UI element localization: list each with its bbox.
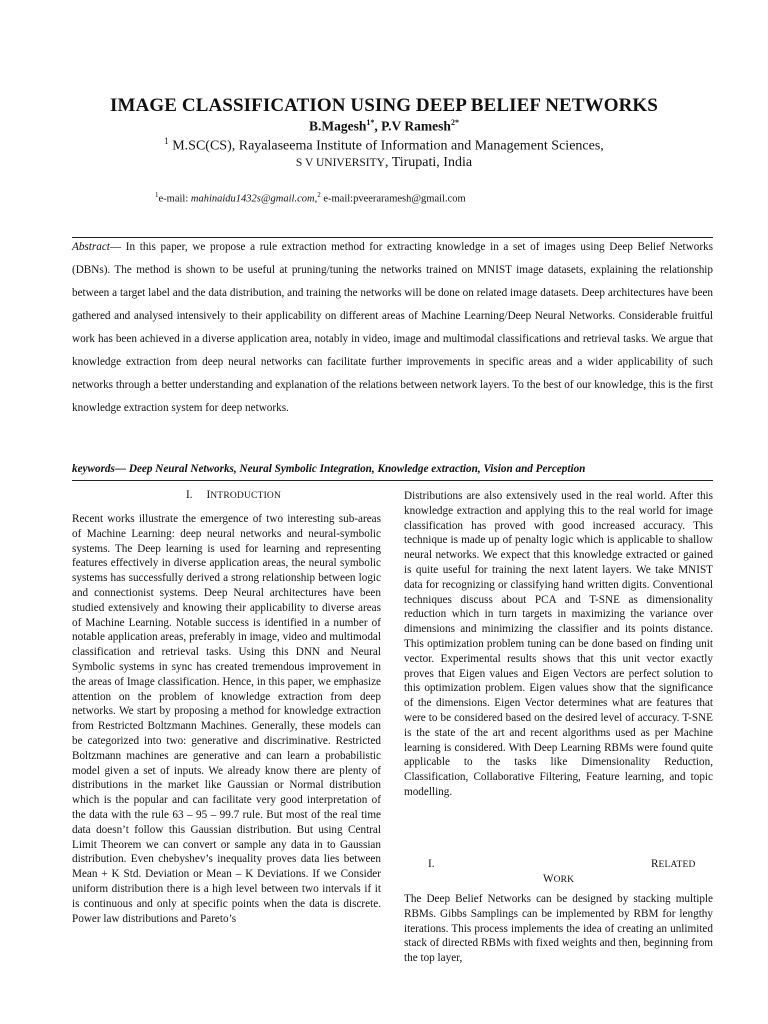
section-heading-related: [651, 858, 696, 870]
abstract-dash: —: [109, 241, 126, 253]
introduction-text: Recent works illustrate the emergence of two interesting sub-areas of Machine Learning: deep neural networks and neural-symbolic systems. The Deep learning is used for learning and representing features effectively in diverse application areas, the neural symbolic systems has successfully derived a strong relationship between logic and connectionist systems. Deep Neural architectures have been studied extensively and knowing their applicability to diverse areas of Machine Learning. Notable success is identified in a number of notable application areas, preferably in image, video and multimodal classification and retrieval tasks. Using this DNN and Neural Symbolic systems in sync has created tremendous improvement in the areas of Image classification. Hence, in this paper, we emphasize attention on the problem of knowledge extraction from deep networks. We start by proposing a method for knowledge extraction from Restricted Boltzmann Machines. Generally, these models can be categorized into two: generative and discriminative. Restricted Boltzmann machines are generative and can learn a probabilistic model given a set of inputs. We already know there are plenty of distributions in the market like Gaussian or Normal distribution which is the popular and can facilitate very good interpretation of the data with the rule 63 – 95 – 99.7 rule. But most of the real time data doesn’t follow this Gaussian distribution. But using Central Limit Theorem we can convert or sample any data in to Gaussian distribution. Even chebyshev’s inequality proves data lies between Mean + K Std. Deviation or Mean – K Deviations. If we Consider uniform distribution there is a high level between two intervals if it is continuous and only at specific points when the data is discrete. Power law distributions and Pareto’s: [72, 513, 381, 925]
paper-title: IMAGE CLASSIFICATION USING DEEP BELIEF NETWORKS: [110, 95, 658, 116]
abstract: [72, 236, 713, 420]
email-mark-1: 1: [155, 191, 159, 199]
related-initial: R: [651, 858, 659, 870]
section-number-related: I.: [428, 858, 435, 870]
section-heading-introduction: [186, 489, 281, 501]
email-label-1: e-mail:: [158, 193, 191, 205]
author-line: [0, 118, 768, 135]
affiliation-university: S V UNIVERSITY: [295, 157, 385, 169]
related-work-text: The Deep Belief Networks can be designed by stacking multiple RBMs. Gibbs Samplings can be implemented by RBM for lengthy iterations. This process implements the idea of creating an unlimited stack of directed RBMs with fixed weights and then, beginning from the top layer,: [404, 893, 713, 965]
keywords-bottom-rule: [72, 480, 713, 481]
author-1-name: B.Magesh: [309, 118, 367, 134]
section-heading-work: [543, 873, 574, 885]
email-line: [155, 191, 466, 205]
abstract-text: In this paper, we propose a rule extraction method for extracting knowledge in a set of images using Deep Belief Networks (DBNs). The method is shown to be useful at pruning/tuning the networks trained on MNIST image datasets, explaining the relationship between a target label and the data distribution, and training the networks will be done on related image datasets. Deep architectures have been gathered and analysed intensively to their applicability on different areas of Machine Learning/Deep Neural Networks. Considerable fruitful work has been achieved in a diverse application area, notably in video, image and multimodal classifications and retrieval tasks. We argue that knowledge extraction from deep neural networks can facilitate further improvements in specific areas and a wider applicability of such networks through a better understanding and explanation of the relations between network layers. To the best of our knowledge, this is the first knowledge extraction system for deep networks.: [72, 241, 713, 414]
related-rest: ELATED: [658, 860, 696, 870]
affiliation-city: , Tirupati, India: [384, 155, 473, 170]
work-initial: W: [543, 873, 554, 885]
affiliation-line-2: [0, 155, 768, 171]
email-address-2: pveeraramesh@gmail.com: [353, 193, 466, 205]
email-mark-2: 2: [317, 191, 321, 199]
keywords: keywords— Deep Neural Networks, Neural Symbolic Integration, Knowledge extraction, Vision and Perception: [72, 463, 586, 475]
author-separator: ,: [374, 118, 382, 134]
abstract-label: Abstract: [72, 241, 110, 253]
email-address-1: mahinaidu1432s@gmail.com: [190, 193, 315, 205]
email-label-2: e-mail:: [320, 193, 354, 205]
email-separator: ,: [314, 193, 318, 205]
affiliation-line-1: [0, 136, 768, 155]
affiliation-institute: M.SC(CS), Rayalaseema Institute of Information and Management Sciences,: [168, 138, 604, 154]
work-rest: ORK: [553, 875, 575, 885]
right-column-text: Distributions are also extensively used in the real world. After this knowledge extraction and applying this to the real world for image classification has proved with good increased accuracy. This technique is made up of penalty logic which is applicable to shallow neural networks. We expect that this knowledge extracted or gained is quite useful for training the next latent layers. We take MNIST data for recognizing or classifying hand written digits. Conventional techniques discuss about PCA and T-SNE as dimensionality reduction which in turn targets in maximizing the variance over dimensions and minimizing the classifier and its points distance. This optimization problem tuning can be done based on finding unit vector. Experimental results shows that this unit vector exactly proves that Eigen values and Eigen Vectors are perfect solution to this optimization problem. Eigen values show that the significance of the dimensions. Eigen Vector determines what are features that were to be considered based on the desired level of accuracy. T-SNE is the state of the art and recent algorithms used as per Machine learning is considered. With Deep Learning RBMs were found quite applicable to the tasks like Dimensionality Reduction, Classification, Collaborative Filtering, Feature learning, and topic modelling.: [404, 490, 713, 798]
section-number: I.: [186, 489, 193, 501]
author-2-name: P.V Ramesh: [381, 118, 451, 134]
affiliation-mark: 1: [164, 136, 169, 146]
section-title-rest: NTRODUCTION: [210, 491, 282, 501]
author-1-mark: 1*: [366, 118, 375, 127]
section-title-initial: I: [206, 489, 211, 501]
author-2-mark: 2*: [450, 118, 459, 127]
